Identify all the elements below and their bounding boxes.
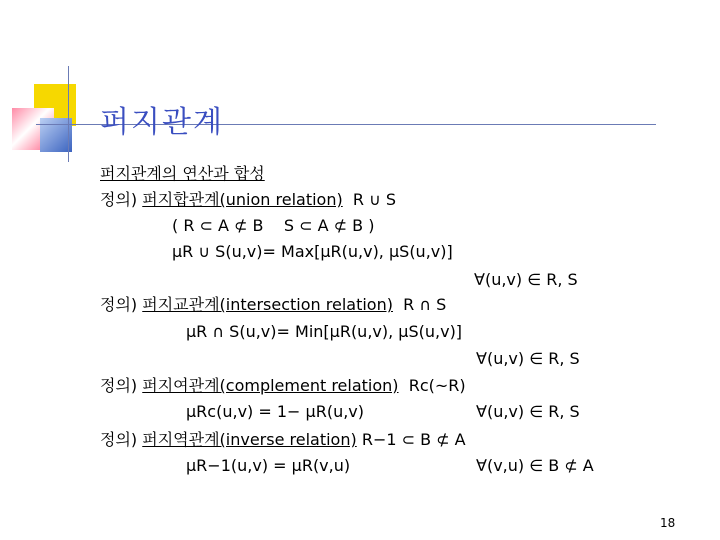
union-symbol: R ∪ S bbox=[352, 190, 397, 209]
definition-prefix: 정의) bbox=[100, 295, 143, 314]
intersection-formula: μR ∩ S(u,v)= Min[μR(u,v), μS(u,v)] bbox=[186, 322, 463, 341]
definition-prefix: 정의) bbox=[100, 190, 143, 209]
section-heading: 퍼지관계의 연산과 합성 bbox=[100, 164, 265, 183]
intersection-name: 퍼지교관계(intersection relation) bbox=[142, 295, 393, 314]
union-name: 퍼지합관계(union relation) bbox=[142, 190, 343, 209]
complement-symbol: Rc(~R) bbox=[408, 376, 466, 395]
slide-title: 퍼지관계 bbox=[100, 105, 224, 140]
page-number: 18 bbox=[660, 516, 676, 530]
inverse-domain: ∀(v,u) ∈ B ⊄ A bbox=[476, 456, 594, 475]
definition-prefix: 정의) bbox=[100, 430, 143, 449]
inverse-formula: μR−1(u,v) = μR(v,u) bbox=[186, 456, 351, 475]
complement-domain: ∀(u,v) ∈ R, S bbox=[476, 402, 580, 421]
decor-vertical-rule bbox=[68, 66, 69, 162]
intersection-domain: ∀(u,v) ∈ R, S bbox=[476, 349, 580, 368]
intersection-symbol: R ∩ S bbox=[403, 295, 447, 314]
intersection-definition bbox=[100, 295, 446, 315]
complement-name: 퍼지여관계(complement relation) bbox=[142, 376, 399, 395]
inverse-definition bbox=[100, 430, 466, 450]
inverse-symbol: R−1 ⊂ B ⊄ A bbox=[361, 430, 466, 449]
union-domain: ∀(u,v) ∈ R, S bbox=[474, 270, 578, 289]
union-definition bbox=[100, 190, 396, 210]
inverse-name: 퍼지역관계(inverse relation) bbox=[142, 430, 357, 449]
complement-formula: μRc(u,v) = 1− μR(u,v) bbox=[186, 402, 364, 421]
union-formula: μR ∪ S(u,v)= Max[μR(u,v), μS(u,v)] bbox=[172, 242, 453, 261]
definition-prefix: 정의) bbox=[100, 376, 143, 395]
union-condition: ( R ⊂ A ⊄ B S ⊂ A ⊄ B ) bbox=[172, 216, 375, 235]
complement-definition bbox=[100, 376, 466, 396]
